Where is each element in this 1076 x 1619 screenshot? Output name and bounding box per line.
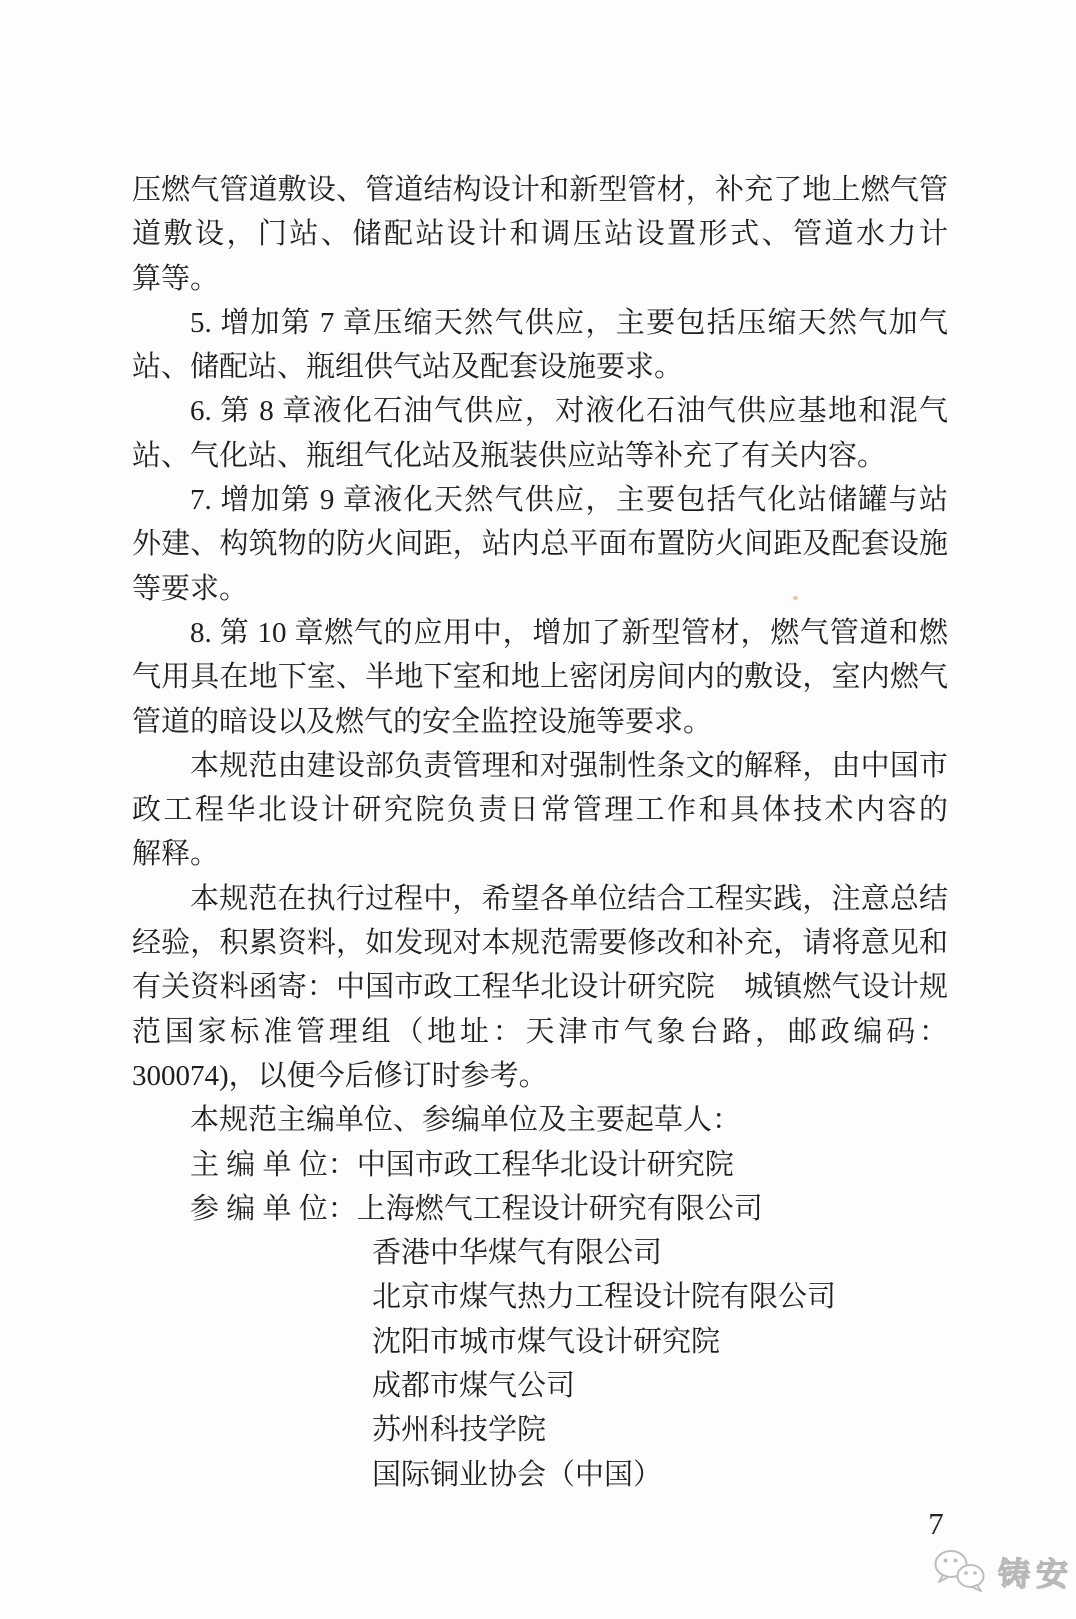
text-line: 本规范主编单位、参编单位及主要起草人： xyxy=(190,1104,742,1137)
text-line: 本规范在执行过程中，希望各单位结合工程实践，注意总结 xyxy=(190,882,948,915)
text-line: 主 编 单 位：中国市政工程华北设计研究院 xyxy=(190,1148,734,1181)
text-line: 经验，积累资料，如发现对本规范需要修改和补充，请将意见和 xyxy=(132,927,948,960)
text-line: 站、储配站、瓶组供气站及配套设施要求。 xyxy=(132,351,684,384)
text-line: 管道的暗设以及燃气的安全监控设施等要求。 xyxy=(132,705,713,738)
wechat-chat-bubbles-icon xyxy=(932,1548,990,1596)
text-line: 北京市煤气热力工程设计院有限公司 xyxy=(372,1281,837,1314)
scan-artifact-speck xyxy=(793,596,798,600)
text-line: 道敷设，门站、储配站设计和调压站设置形式、管道水力计 xyxy=(132,218,948,251)
text-line: 算等。 xyxy=(132,262,220,295)
text-line: 站、气化站、瓶组气化站及瓶装供应站等补充了有关内容。 xyxy=(132,439,887,472)
text-line: 气用具在地下室、半地下室和地上密闭房间内的敷设，室内燃气 xyxy=(132,661,948,694)
document-lines xyxy=(132,168,948,1497)
text-line: 等要求。 xyxy=(132,572,249,605)
text-line: 香港中华煤气有限公司 xyxy=(372,1237,663,1270)
text-line: 外建、构筑物的防火间距，站内总平面布置防火间距及配套设施 xyxy=(132,528,948,561)
text-line: 本规范由建设部负责管理和对强制性条文的解释，由中国市 xyxy=(190,749,948,782)
text-line: 5. 增加第 7 章压缩天然气供应，主要包括压缩天然气加气 xyxy=(190,306,948,339)
page-number: 7 xyxy=(928,1506,944,1541)
text-line: 范国家标准管理组（地址：天津市气象台路，邮政编码： xyxy=(132,1015,948,1048)
text-line: 沈阳市城市煤气设计研究院 xyxy=(372,1325,721,1358)
text-line: 7. 增加第 9 章液化天然气供应，主要包括气化站储罐与站 xyxy=(190,484,948,517)
text-line: 参 编 单 位：上海燃气工程设计研究有限公司 xyxy=(190,1192,763,1225)
text-line: 压燃气管道敷设、管道结构设计和新型管材，补充了地上燃气管 xyxy=(132,174,948,206)
text-line: 国际铜业协会（中国） xyxy=(372,1458,663,1491)
watermark-label: 铸安 xyxy=(998,1556,1075,1592)
watermark xyxy=(932,1548,1074,1596)
text-line: 政工程华北设计研究院负责日常管理工作和具体技术内容的 xyxy=(132,794,948,827)
text-line: 有关资料函寄：中国市政工程华北设计研究院 城镇燃气设计规 xyxy=(132,971,948,1004)
text-line: 6. 第 8 章液化石油气供应，对液化石油气供应基地和混气 xyxy=(190,395,948,428)
text-line: 解释。 xyxy=(132,838,220,871)
text-line: 苏州科技学院 xyxy=(372,1414,547,1447)
text-line: 8. 第 10 章燃气的应用中，增加了新型管材，燃气管道和燃 xyxy=(190,616,948,649)
text-line: 成都市煤气公司 xyxy=(372,1370,576,1403)
text-line: 300074)，以便今后修订时参考。 xyxy=(132,1059,548,1092)
